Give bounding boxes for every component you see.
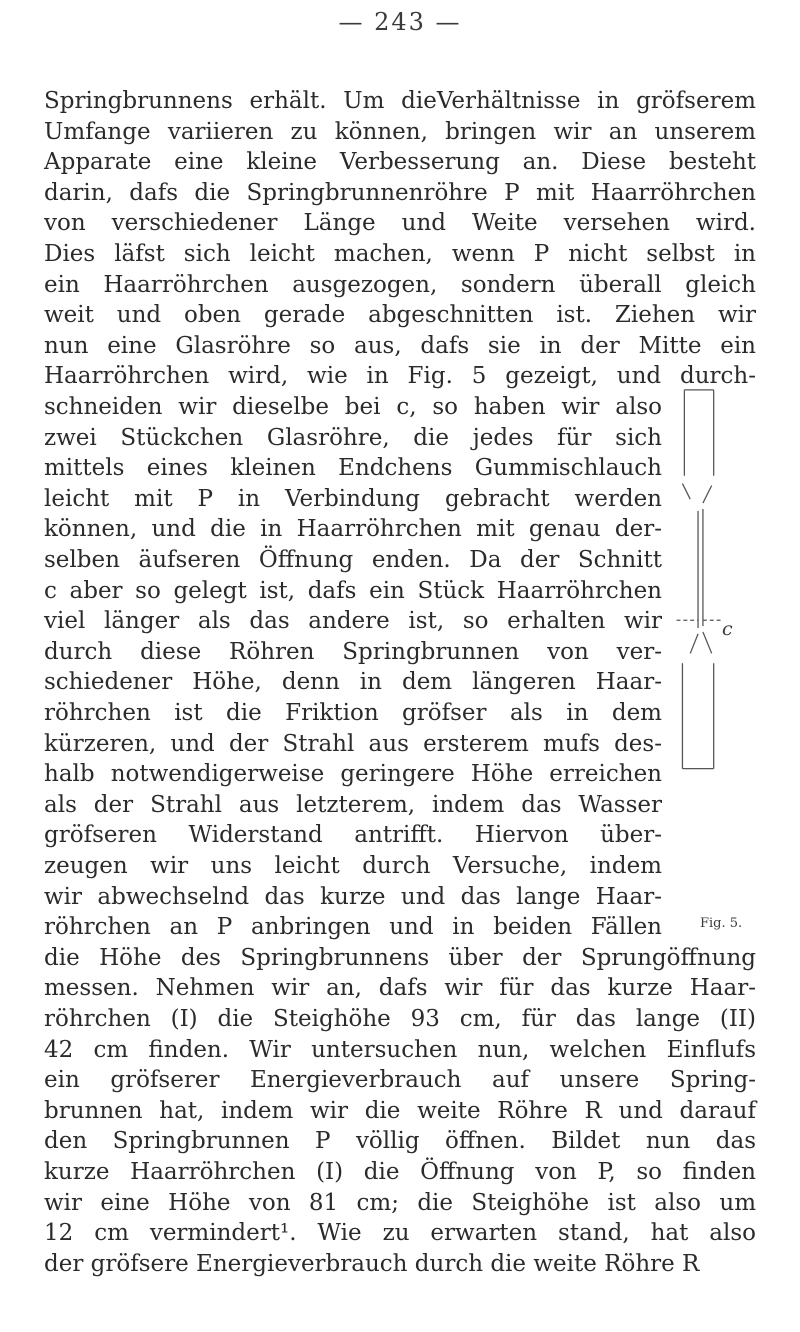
footnote-line [44,1287,756,1309]
text-line: 42 cm finden. Wir untersuchen nun, welchen Einflufs [44,1036,756,1063]
glass-tube-figure [670,384,730,794]
text-line: leicht mit P in Verbindung gebracht werden [44,485,662,512]
text-line: zeugen wir uns leicht durch Versuche, indem [44,853,662,879]
text-line: ein Haarröhrchen ausgezogen, sondern überall gleich [44,271,756,298]
text-line: durch diese Röhren Springbrunnen von ver- [44,638,662,665]
text-line: selben äufseren Öffnung enden. Da der Schnitt [44,547,662,573]
text-line: ein gröfserer Energieverbrauch auf unsere Spring- [44,1067,756,1094]
text-line: nun eine Glasröhre so aus, dafs sie in der Mitte ein [44,332,756,359]
text-line: brunnen hat, indem wir die weite Röhre R und darauf [44,1097,756,1124]
text-line: Springbrunnens erhält. Um dieVerhältnisse in gröfserem [44,88,756,114]
text-line: Haarröhrchen wird, wie in Fig. 5 gezeigt, und durch- [44,363,756,390]
text-line: röhrchen ist die Friktion gröfser als in dem [44,700,662,726]
text-line: mittels eines kleinen Endchens Gummischlauch [44,455,662,482]
text-line: den Springbrunnen P völlig öffnen. Bildet nun das [44,1128,756,1155]
text-line: schneiden wir dieselbe bei c, so haben wir also [44,394,662,420]
text-line: halb notwendigerweise geringere Höhe erreichen [44,761,662,788]
text-line: wir abwechselnd das kurze und das lange Haar- [44,883,662,910]
text-line: Dies läfst sich leicht machen, wenn P nicht selbst in [44,241,756,267]
text-line: 12 cm vermindert¹. Wie zu erwarten stand, hat also [44,1220,756,1247]
text-line: weit und oben gerade abgeschnitten ist. Ziehen wir [44,302,756,329]
figure-caption: Fig. 5. [700,916,743,932]
text-line: die Höhe des Springbrunnens über der Sprungöffnung [44,944,756,971]
text-line: gröfseren Widerstand antrifft. Hiervon über- [44,822,662,849]
footnote-line [44,1309,756,1331]
text-line: c aber so gelegt ist, dafs ein Stück Haarröhrchen [44,577,662,604]
text-line: messen. Nehmen wir an, dafs wir für das kurze Haar- [44,975,756,1002]
text-line: Apparate eine kleine Verbesserung an. Diese besteht [44,149,756,176]
text-line: röhrchen an P anbringen und in beiden Fällen [44,914,662,941]
text-line: kürzeren, und der Strahl aus ersterem mufs des- [44,730,662,757]
tube-taper-left [682,484,690,500]
text-line: können, und die in Haarröhrchen mit genau der- [44,516,662,543]
text-line: darin, dafs die Springbrunnenröhre P mit Haarröhrchen [44,179,756,206]
text-line: schiedener Höhe, denn in dem längeren Haar- [44,669,662,696]
text-line: röhrchen (I) die Steighöhe 93 cm, für das lange (II) [44,1006,756,1032]
text-line: kurze Haarröhrchen (I) die Öffnung von P, so finden [44,1159,756,1185]
text-line: wir eine Höhe von 81 cm; die Steighöhe ist also um [44,1189,756,1216]
figure-cut-label: c [722,618,733,640]
page-number: — 243 — [338,8,462,36]
text-line: der gröfsere Energieverbrauch durch die weite Röhre R [44,1250,700,1277]
text-line: viel länger als das andere ist, so erhalten wir [44,608,662,635]
tube-taper-right [703,486,712,504]
tube-flare-left [690,634,698,654]
text-line: als der Strahl aus letzterem, indem das Wasser [44,791,662,818]
text-line: zwei Stückchen Glasröhre, die jedes für sich [44,424,662,451]
text-line: Umfange variieren zu können, bringen wir an unserem [44,118,756,145]
tube-flare-right [703,632,712,653]
text-line: von verschiedener Länge und Weite versehen wird. [44,210,756,237]
